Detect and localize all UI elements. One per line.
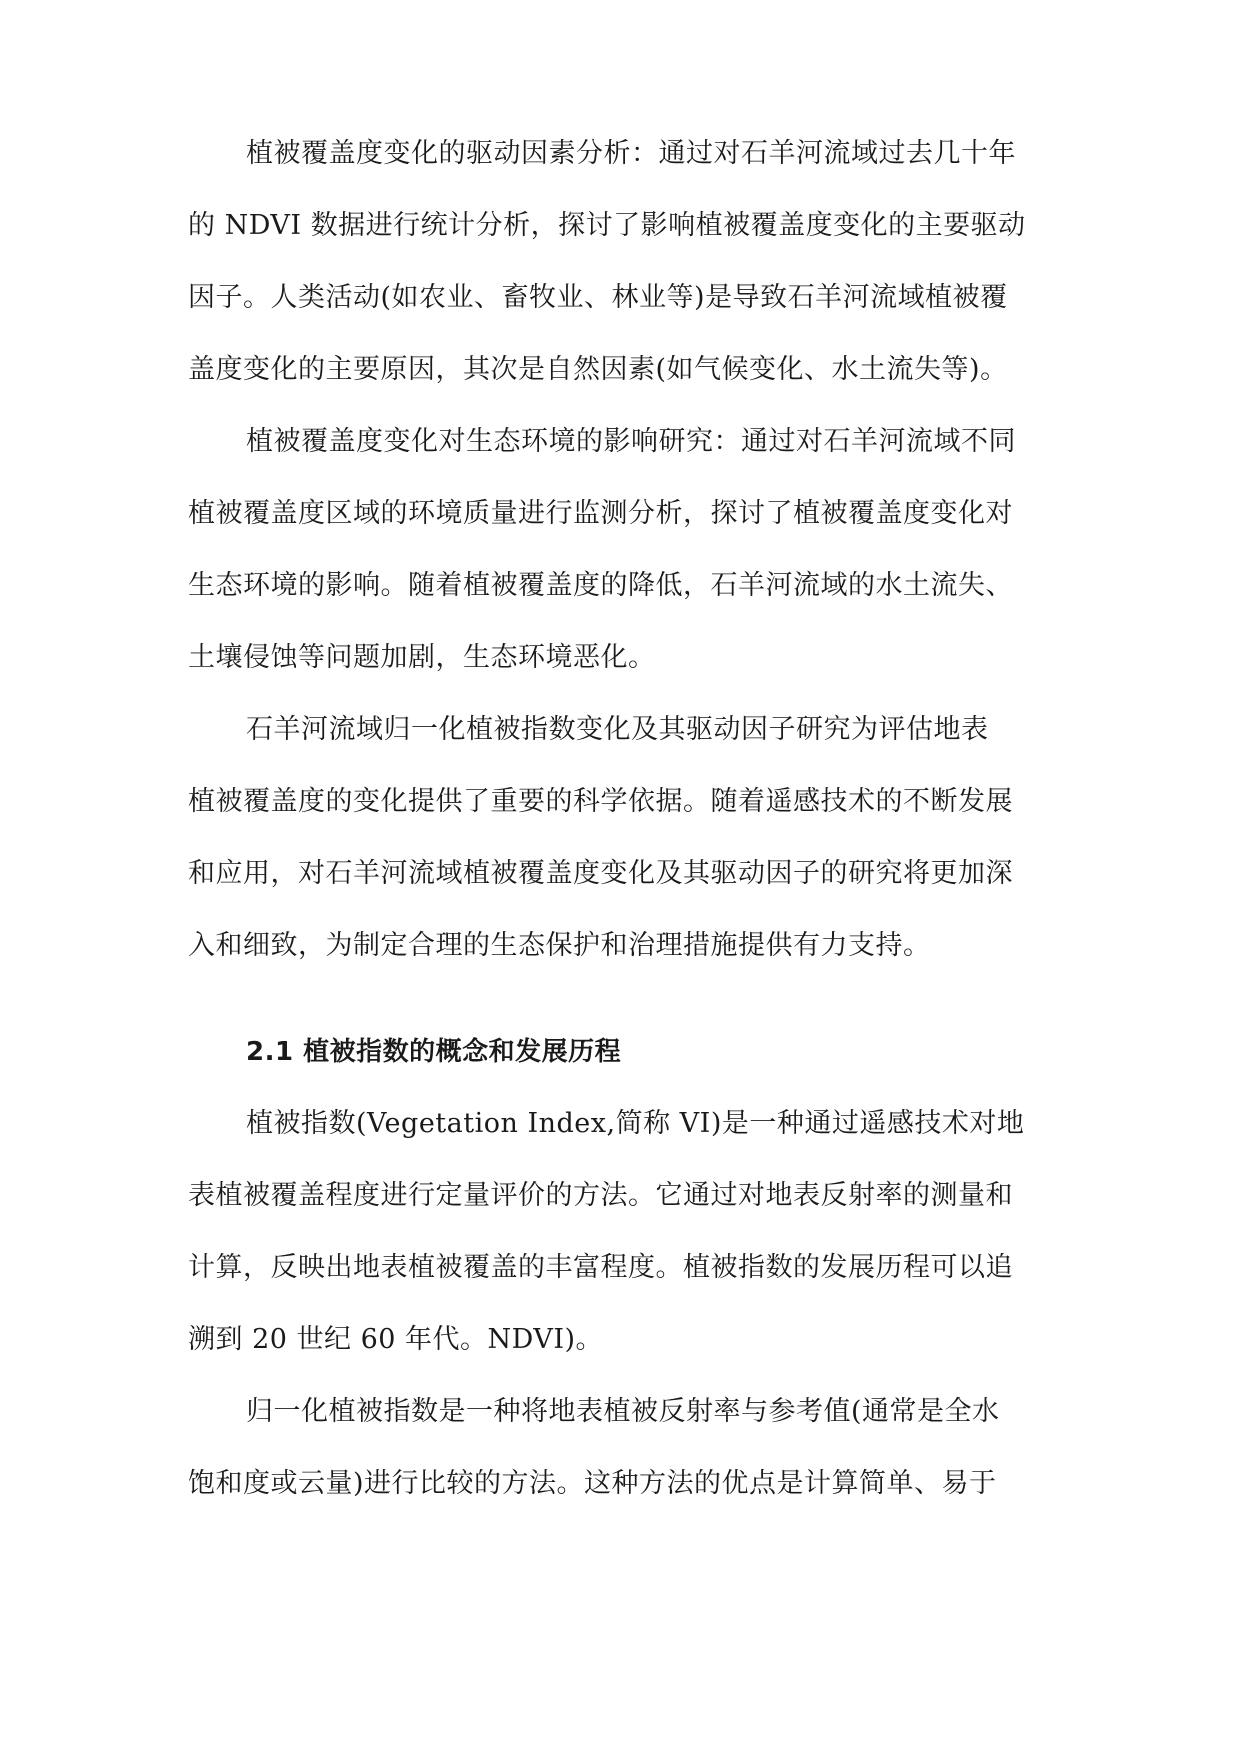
paragraph-2-line-1: 植被覆盖度变化对生态环境的影响研究：通过对石羊河流域不同 <box>246 426 1016 457</box>
paragraph-2-line-4: 土壤侵蚀等问题加剧，生态环境恶化。 <box>188 642 656 673</box>
paragraph-3-line-4: 入和细致，为制定合理的生态保护和治理措施提供有力支持。 <box>188 930 931 961</box>
section-paragraph-2-line-2: 饱和度或云量)进行比较的方法。这种方法的优点是计算简单、易于 <box>188 1468 997 1499</box>
section-paragraph-2-line-1: 归一化植被指数是一种将地表植被反射率与参考值(通常是全水 <box>246 1396 1000 1427</box>
paragraph-2-line-3: 生态环境的影响。随着植被覆盖度的降低，石羊河流域的水土流失、 <box>188 570 1013 601</box>
paragraph-3-line-3: 和应用，对石羊河流域植被覆盖度变化及其驱动因子的研究将更加深 <box>188 858 1013 889</box>
paragraph-1-line-2: 的 NDVI 数据进行统计分析，探讨了影响植被覆盖度变化的主要驱动 <box>188 210 1026 241</box>
paragraph-1-line-4: 盖度变化的主要原因，其次是自然因素(如气候变化、水土流失等)。 <box>188 354 1008 385</box>
section-paragraph-1-line-2: 表植被覆盖程度进行定量评价的方法。它通过对地表反射率的测量和 <box>188 1180 1013 1211</box>
paragraph-1-line-3: 因子。人类活动(如农业、畜牧业、林业等)是导致石羊河流域植被覆 <box>188 282 1008 313</box>
paragraph-1-line-1: 植被覆盖度变化的驱动因素分析：通过对石羊河流域过去几十年 <box>246 138 1016 169</box>
paragraph-2-line-2: 植被覆盖度区域的环境质量进行监测分析，探讨了植被覆盖度变化对 <box>188 498 1013 529</box>
section-heading: 2.1 植被指数的概念和发展历程 <box>246 1037 622 1067</box>
section-paragraph-1-line-3: 计算，反映出地表植被覆盖的丰富程度。植被指数的发展历程可以追 <box>188 1252 1013 1283</box>
paragraph-3-line-1: 石羊河流域归一化植被指数变化及其驱动因子研究为评估地表 <box>246 714 989 745</box>
section-paragraph-1-line-1: 植被指数(Vegetation Index,简称 VI)是一种通过遥感技术对地 <box>246 1108 1025 1139</box>
section-paragraph-1-line-4: 溯到 20 世纪 60 年代。NDVI)。 <box>188 1324 604 1355</box>
paragraph-3-line-2: 植被覆盖度的变化提供了重要的科学依据。随着遥感技术的不断发展 <box>188 786 1013 817</box>
